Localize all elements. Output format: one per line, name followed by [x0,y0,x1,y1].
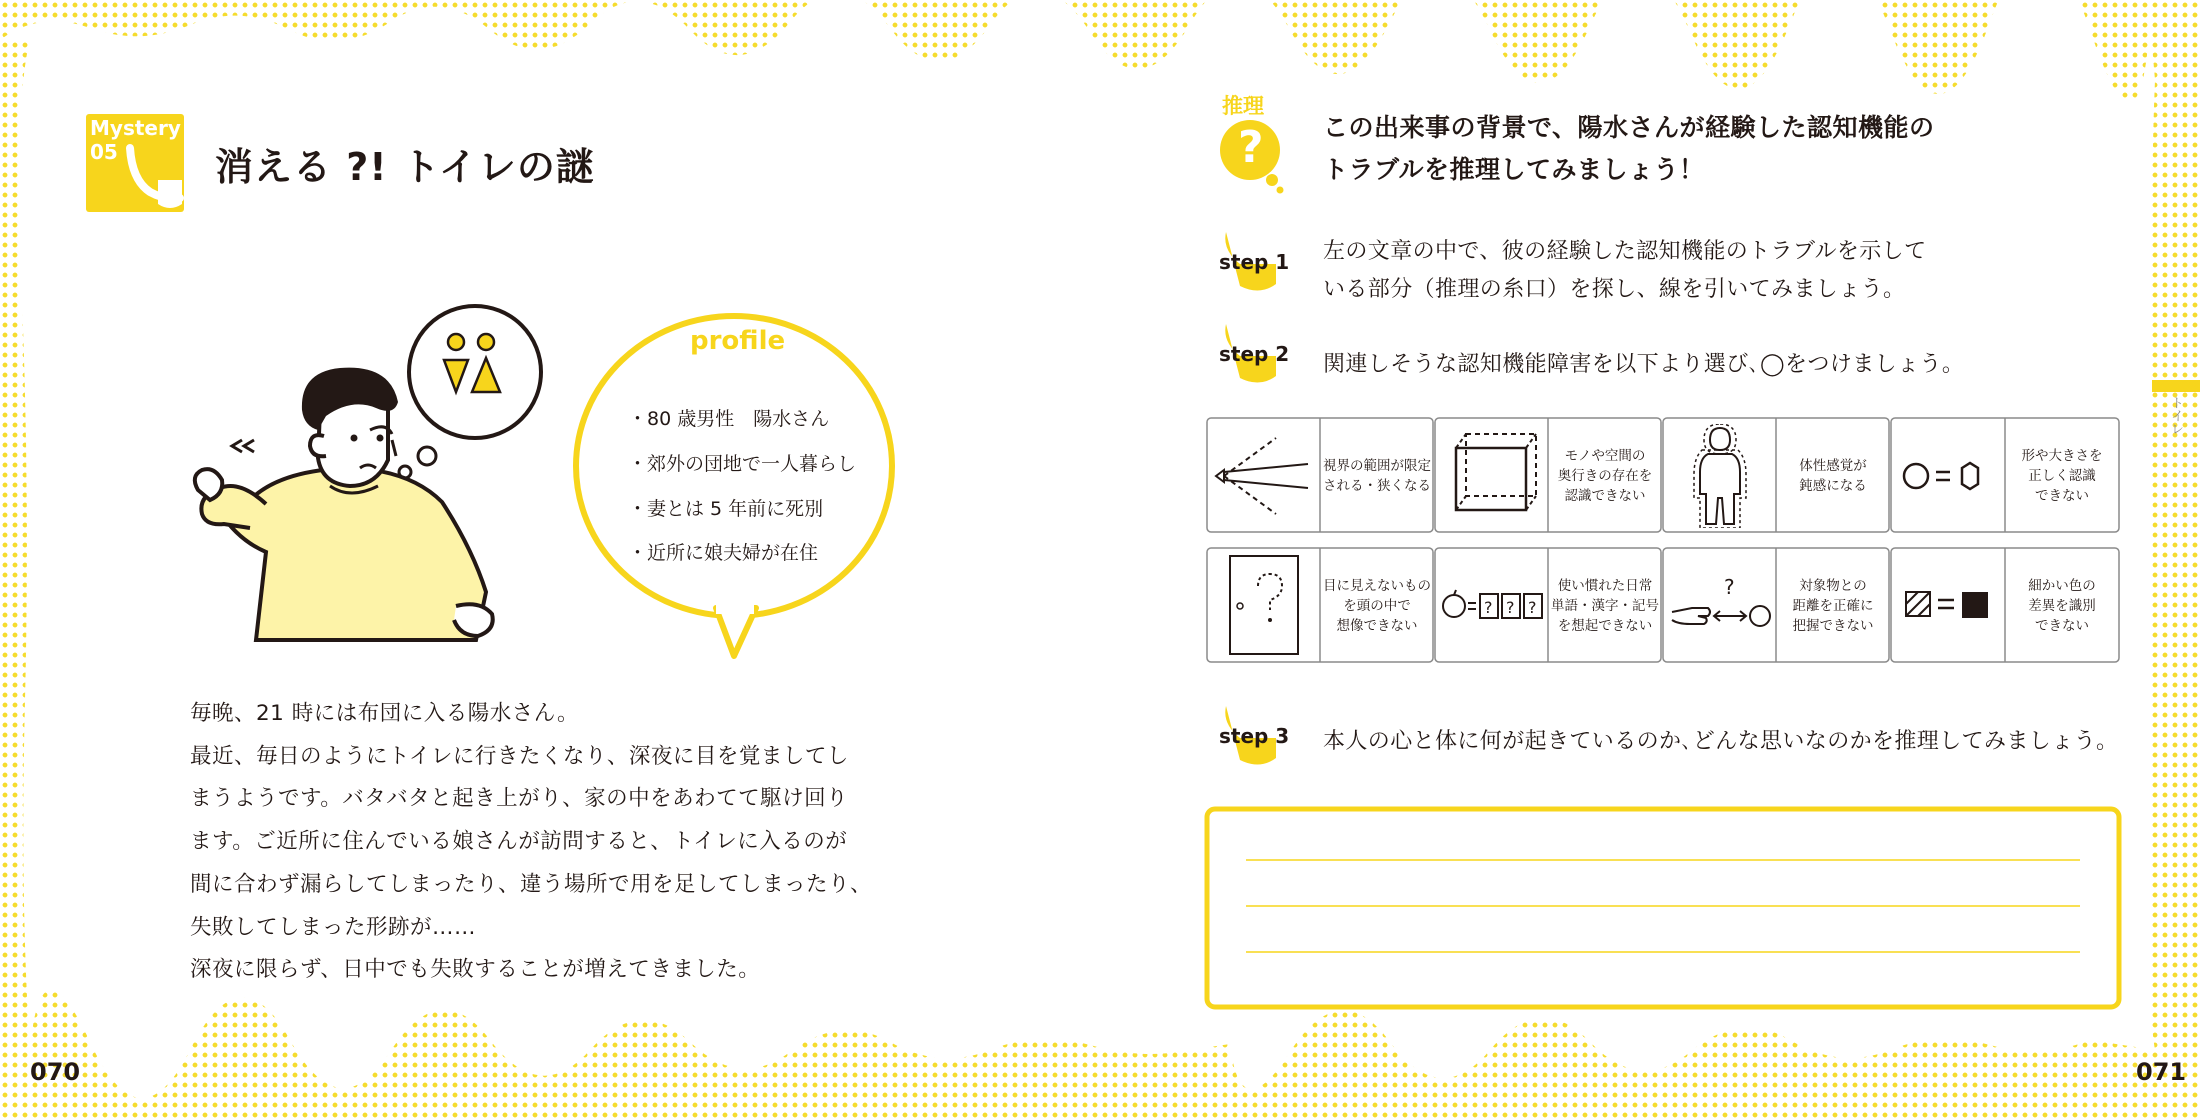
grid-cell-text: 体性感覚が 鈍感になる [1799,458,1867,494]
svg-text:?: ? [1484,598,1493,617]
question-label: 推理 [1222,94,1264,118]
depth-box-icon [1446,428,1546,524]
step-label: step 3 [1219,724,1290,748]
step-label: step 2 [1219,342,1290,366]
story-line: まうようです。バタバタと起き上がり、家の中をあわてて駆け回り [190,786,849,811]
hand-distance-icon [1668,574,1776,632]
profile-item: ・80 歳男性 陽水さん [628,408,830,430]
side-tab-label: トイレ [2168,396,2183,435]
story-line: 失敗してしまった形跡が…… [190,915,477,940]
step-text-line: 本人の心と体に何が起きているのか､どんな思いなのかを推理してみましょう。 [1323,729,2119,754]
svg-text:?: ? [1506,598,1515,617]
story-line: 深夜に限らず、日中でも失敗することが増えてきました。 [190,957,761,982]
grid-cell-text: 視界の範囲が限定 される・狭くなる [1323,458,1431,494]
step-text-line: 関連しそうな認知機能障害を以下より選び､◯をつけましょう。 [1323,352,1965,377]
grid-cell-text: 対象物との 距離を正確に 把握できない [1792,578,1874,634]
step-label: step 1 [1219,250,1290,274]
body-outline-icon [1690,424,1750,528]
man-illustration [180,290,560,660]
svg-text:?: ? [1528,598,1537,617]
svg-text:?: ? [1724,575,1735,599]
step-text-line: いる部分（推理の糸口）を探し、線を引いてみましょう。 [1323,277,1906,302]
side-tab-marker [2152,380,2200,392]
door-question-icon [1224,552,1304,658]
apple-question-boxes-icon [1440,588,1546,622]
page-number-left: 070 [30,1058,81,1086]
badge-number: 05 [90,140,118,164]
circle-equals-hexagon-icon [1896,458,1992,494]
profile-title: profile [690,326,786,356]
profile-item: ・近所に娘夫婦が在住 [628,542,819,564]
grid-cell-text: 細かい色の 差異を識別 できない [2028,578,2096,634]
vision-narrowing-icon [1212,424,1312,524]
story-line: 毎晩、21 時には布団に入る陽水さん。 [190,701,579,726]
profile-item: ・郊外の団地で一人暮らし [628,453,857,475]
question-mark: ? [1238,122,1264,173]
profile-item: ・妻とは 5 年前に死別 [628,498,824,520]
answer-box[interactable] [1204,806,2122,1010]
page-title: 消える ?! トイレの謎 [215,145,595,189]
story-line: 間に合わず漏らしてしまったり、違う場所で用を足してしまったり、 [190,872,873,897]
grid-cell-text: 使い慣れた日常 単語・漢字・記号 を想起できない [1551,578,1659,634]
grid-cell-text: 形や大きさを 正しく認識 できない [2021,448,2103,504]
question-text-line: トラブルを推理してみましょう！ [1323,155,1705,184]
story-line: 最近、毎日のようにトイレに行きたくなり、深夜に目を覚ましてし [190,744,849,769]
page-number-right: 071 [2136,1058,2187,1086]
question-text-line: この出来事の背景で、陽水さんが経験した認知機能の [1323,113,1935,142]
hatched-equals-solid-icon [1902,588,1994,622]
story-line: ます。ご近所に住んでいる娘さんが訪問すると、トイレに入るのが [190,829,848,854]
profile-bubble [570,306,900,666]
badge-mystery-label: Mystery [90,116,181,140]
grid-cell-text: モノや空間の 奥行きの存在を 認識できない [1557,448,1653,504]
grid-cell-text: 目に見えないもの を頭の中で 想像できない [1323,578,1431,634]
step-text-line: 左の文章の中で、彼の経験した認知機能のトラブルを示して [1323,239,1927,264]
pipe-icon [120,140,186,212]
